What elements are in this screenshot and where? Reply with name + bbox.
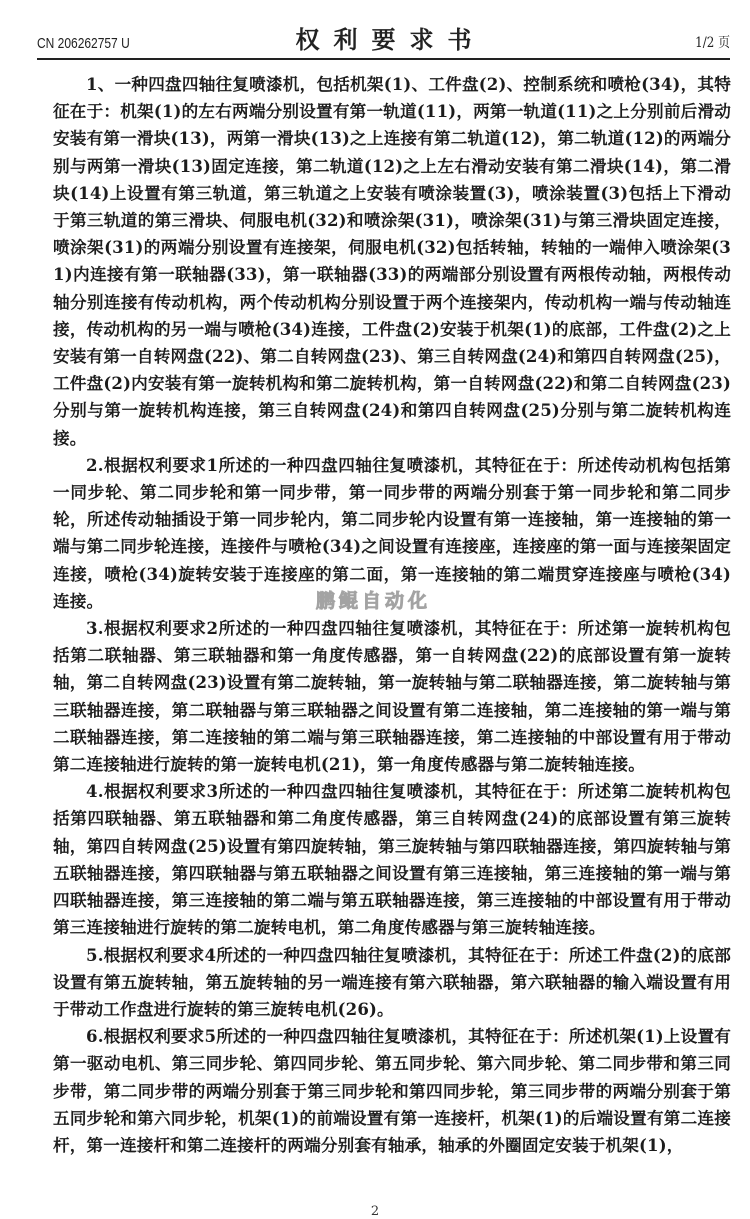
- claim-2: 2.根据权利要求1所述的一种四盘四轴往复喷漆机，其特征在于：所述传动机构包括第一同步轮、第二同步轮和第一同步带，第一同步带的两端分别套于第一同步轮和第二同步轮，所述传动轴插设于第一同步轮内，第二同步轮内设置有第一连接轴，第一连接轴的第一端与第二同步轮连接，连接件与喷枪(34)之间设置有连接座，连接座的第一面与连接架固定连接，喷枪(34)旋转安装于连接座的第二面，第一连接轴的第二端贯穿连接座与喷枪(34)连接。: [53, 454, 731, 611]
- claim-6: 6.根据权利要求5所述的一种四盘四轴往复喷漆机，其特征在于：所述机架(1)上设置有第一驱动电机、第三同步轮、第四同步轮、第五同步轮、第六同步轮、第二同步带和第三同步带，第二同步带的两端分别套于第三同步轮和第四同步轮，第三同步带的两端分别套于第五同步轮和第六同步轮，机架(1)的前端设置有第一连接杆，机架(1)的后端设置有第二连接杆，第一连接杆和第二连接杆的两端分别套有轴承，轴承的外圈固定安装于机架(1)，: [53, 1026, 731, 1155]
- claim-3: 3.根据权利要求2所述的一种四盘四轴往复喷漆机，其特征在于：所述第一旋转机构包括第二联轴器、第三联轴器和第一角度传感器，第一自转网盘(22)的底部设置有第一旋转轴，第二自转网盘(23)设置有第二旋转轴，第一旋转轴与第二联轴器连接，第二旋转轴与第三联轴器连接，第二联轴器与第三联轴器之间设置有第二连接轴，第二连接轴的第一端与第二联轴器连接，第二连接轴的第二端与第三联轴器连接，第二连接轴的中部设置有用于带动第二连接轴进行旋转的第一旋转电机(21)，第一角度传感器与第二旋转轴连接。: [53, 618, 731, 775]
- claim-4: 4.根据权利要求3所述的一种四盘四轴往复喷漆机，其特征在于：所述第二旋转机构包括第四联轴器、第五联轴器和第二角度传感器，第三自转网盘(24)的底部设置有第三旋转轴，第四自转网盘(25)设置有第四旋转轴，第三旋转轴与第四联轴器连接，第四旋转轴与第五联轴器连接，第四联轴器与第五联轴器之间设置有第三连接轴，第三连接轴的第一端与第四联轴器连接，第三连接轴的第二端与第五联轴器连接，第三连接轴的中部设置有用于带动第三连接轴进行旋转的第二旋转电机，第二角度传感器与第三旋转轴连接。: [53, 781, 731, 938]
- page-footer: [0, 1204, 750, 1219]
- claim-5: 5.根据权利要求4所述的一种四盘四轴往复喷漆机，其特征在于：所述工件盘(2)的底部设置有第五旋转轴，第五旋转轴的另一端连接有第六联轴器，第六联轴器的输入端设置有用于带动工作盘进行旋转的第三旋转电机(26)。: [53, 944, 731, 1019]
- claim-1: 1、一种四盘四轴往复喷漆机，包括机架(1)、工件盘(2)、控制系统和喷枪(34)，其特征在于：机架(1)的左右两端分别设置有第一轨道(11)，两第一轨道(11)之上分别前后滑动安装有第一滑块(13)，两第一滑块(13)之上连接有第二轨道(12)，第二轨道(12)的两端分别与两第一滑块(13)固定连接，第二轨道(12)之上左右滑动安装有第二滑块(14)，第二滑块(14)上设置有第三轨道，第三轨道之上安装有喷涂装置(3)，喷涂装置(3)包括上下滑动于第三轨道的第三滑块、伺服电机(32)和喷涂架(31)，喷涂架(31)与第三滑块固定连接，喷涂架(31)的两端分别设置有连接架，伺服电机(32)包括转轴，转轴的一端伸入喷涂架(31)内连接有第一联轴器(33)，第一联轴器(33)的两端部分别设置有两根传动轴，两根传动轴分别连接有传动机构，两个传动机构分别设置于两个连接架内，传动机构一端与传动轴连接，传动机构的另一端与喷枪(34)连接，工件盘(2)安装于机架(1)的底部，工件盘(2)之上安装有第一自转网盘(22)、第二自转网盘(23)、第三自转网盘(24)和第四自转网盘(25)，工件盘(2)内安装有第一旋转机构和第二旋转机构，第一自转网盘(22)和第二自转网盘(23)分别与第一旋转机构连接，第三自转网盘(24)和第四自转网盘(25)分别与第二旋转机构连接。: [53, 74, 731, 448]
- document-title: 权利要求书: [295, 25, 486, 54]
- claims-body: [53, 71, 731, 1159]
- document-number: CN 206262757 U: [37, 35, 130, 52]
- page-header: [37, 18, 730, 60]
- page-number: 2: [370, 1204, 380, 1219]
- watermark: 鹏鲲自动化: [316, 590, 432, 612]
- page-count: 1/2 页: [695, 35, 730, 51]
